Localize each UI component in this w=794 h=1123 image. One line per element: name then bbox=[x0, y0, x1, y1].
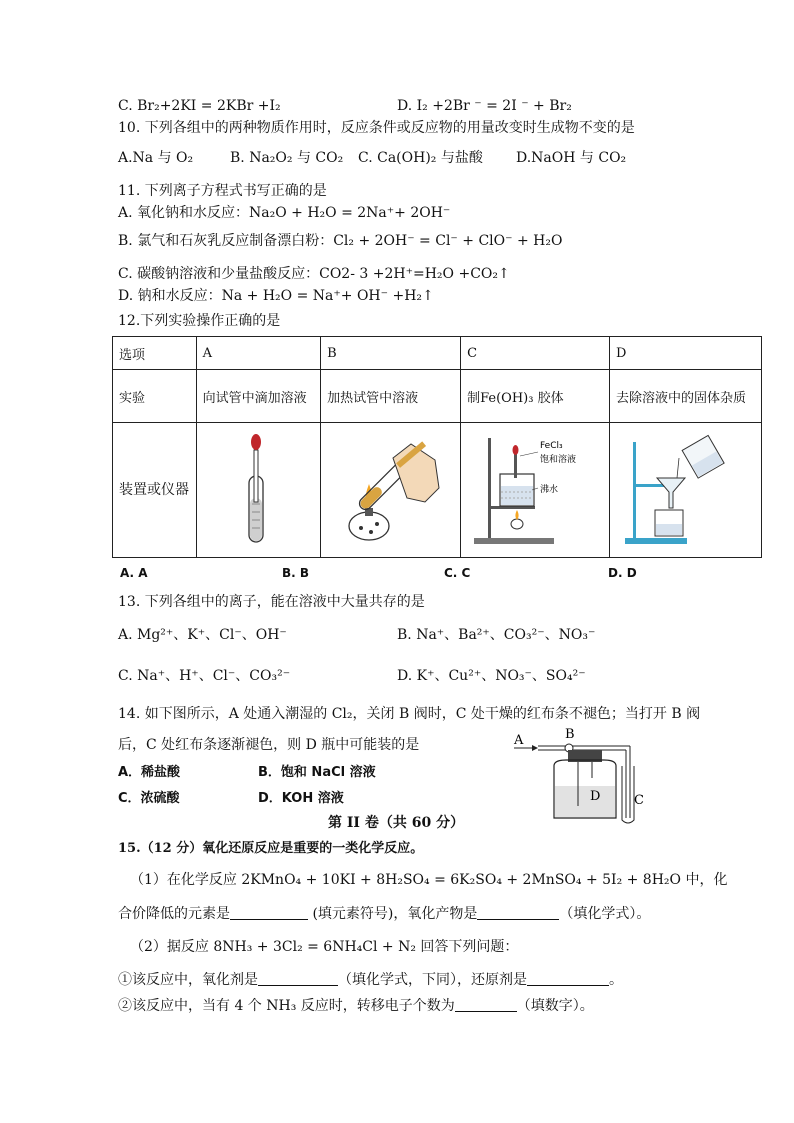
q15-part2-q2 bbox=[118, 997, 594, 1015]
section-2-heading: 第 II 卷（共 60 分） bbox=[328, 815, 465, 831]
q10-option-b: B. Na₂O₂ 与 CO₂ bbox=[230, 150, 344, 166]
q15-q1-pre: ①该反应中，氧化剂是 bbox=[118, 972, 258, 988]
q14-option-c: C．浓硫酸 bbox=[118, 791, 180, 806]
q13-option-d: D. K⁺、Cu²⁺、NO₃⁻、SO₄²⁻ bbox=[397, 668, 586, 684]
q11-option-d: D. 钠和水反应：Na + H₂O = Na⁺+ OH⁻ +H₂↑ bbox=[118, 288, 434, 304]
apparatus-c bbox=[461, 423, 610, 558]
q10-stem: 10. 下列各组中的两种物质作用时，反应条件或反应物的用量改变时生成物不变的是 bbox=[118, 120, 635, 136]
label-d: D bbox=[590, 789, 601, 804]
experiment-a: 向试管中滴加溶液 bbox=[196, 370, 321, 423]
q12-option-a: A. A bbox=[120, 566, 148, 580]
table-header-a: A bbox=[196, 337, 321, 370]
table-header-c: C bbox=[461, 337, 610, 370]
table-header-b: B bbox=[321, 337, 461, 370]
q13-stem: 13. 下列各组中的离子，能在溶液中大量共存的是 bbox=[118, 594, 425, 610]
fecl3-label: FeCl₃ bbox=[540, 441, 563, 451]
q15-part2: （2）据反应 8NH₃ + 3Cl₂ = 6NH₄Cl + N₂ 回答下列问题： bbox=[130, 939, 519, 955]
q12-option-c: C. C bbox=[444, 566, 471, 580]
answer-blank-reductant[interactable] bbox=[527, 971, 609, 986]
filtration-apparatus-icon bbox=[621, 428, 751, 548]
q14-option-d: D．KOH 溶液 bbox=[258, 791, 344, 806]
apparatus-a bbox=[196, 423, 321, 558]
experiment-b: 加热试管中溶液 bbox=[321, 370, 461, 423]
q10-option-d: D.NaOH 与 CO₂ bbox=[516, 150, 627, 166]
table-header-d: D bbox=[610, 337, 762, 370]
q15-q2-post: （填数字）。 bbox=[516, 998, 594, 1014]
q14-line1: 14. 如下图所示，A 处通入潮湿的 Cl₂，关闭 B 阀时，C 处干燥的红布条不褪色；当打开 B 阀 bbox=[118, 706, 701, 722]
q11-option-a: A. 氧化钠和水反应：Na₂O + H₂O = 2Na⁺+ 2OH⁻ bbox=[118, 205, 451, 221]
apparatus-b bbox=[321, 423, 461, 558]
answer-blank-product[interactable] bbox=[477, 905, 559, 920]
q15-part1-mid: (填元素符号)，氧化产物是 bbox=[308, 906, 478, 922]
gas-bottle-apparatus-icon bbox=[510, 726, 660, 826]
q11-stem: 11. 下列离子方程式书写正确的是 bbox=[118, 183, 327, 199]
q14-option-a: A．稀盐酸 bbox=[118, 765, 181, 780]
q15-part1-line1: （1）在化学反应 2KMnO₄ + 10KI + 8H₂SO₄ = 6K₂SO₄ + 2MnSO₄ + 5I₂ + 8H₂O 中，化 bbox=[130, 872, 728, 888]
saturated-solution-label: 饱和溶液 bbox=[540, 455, 577, 465]
label-b: B bbox=[565, 727, 575, 742]
q15-q1-mid: （填化学式，下同），还原剂是 bbox=[338, 972, 527, 988]
q15-stem: 15.（12 分）氧化还原反应是重要的一类化学反应。 bbox=[118, 841, 424, 856]
experiment-d: 去除溶液中的固体杂质 bbox=[610, 370, 762, 423]
q15-part1-pre: 合价降低的元素是 bbox=[118, 906, 230, 922]
q10-option-a: A.Na 与 O₂ bbox=[118, 150, 194, 166]
q13-option-a: A. Mg²⁺、K⁺、Cl⁻、OH⁻ bbox=[118, 627, 287, 643]
label-a: A bbox=[514, 733, 524, 748]
boiling-water-label: 沸水 bbox=[540, 485, 559, 495]
table-row-label-experiment: 实验 bbox=[113, 370, 197, 423]
apparatus-d bbox=[610, 423, 762, 558]
table-header-option: 选项 bbox=[113, 337, 197, 370]
answer-blank-electrons[interactable] bbox=[455, 997, 517, 1012]
q9-option-c: C. Br₂+2KI = 2KBr +I₂ bbox=[118, 98, 281, 114]
q11-option-c: C. 碳酸钠溶液和少量盐酸反应：CO2- 3 +2H⁺=H₂O +CO₂↑ bbox=[118, 266, 510, 282]
q15-q2-pre: ②该反应中，当有 4 个 NH₃ 反应时，转移电子个数为 bbox=[118, 998, 455, 1014]
colloid-preparation-icon bbox=[470, 428, 600, 548]
label-c: C bbox=[634, 793, 644, 808]
experiment-c: 制Fe(OH)₃ 胶体 bbox=[461, 370, 610, 423]
answer-blank-element[interactable] bbox=[230, 905, 308, 920]
q13-option-b: B. Na⁺、Ba²⁺、CO₃²⁻、NO₃⁻ bbox=[397, 627, 596, 643]
q12-table bbox=[112, 336, 762, 558]
q15-part1-line2 bbox=[118, 905, 650, 923]
q15-part2-q1 bbox=[118, 971, 623, 989]
answer-blank-oxidant[interactable] bbox=[258, 971, 338, 986]
q12-stem: 12.下列实验操作正确的是 bbox=[118, 313, 281, 329]
table-row-label-apparatus: 装置或仪器 bbox=[113, 423, 197, 558]
q12-option-b: B. B bbox=[282, 566, 310, 580]
q14-option-b: B．饱和 NaCl 溶液 bbox=[258, 765, 376, 780]
q12-option-d: D. D bbox=[608, 566, 637, 580]
heating-test-tube-icon bbox=[331, 428, 451, 548]
q15-part1-post: （填化学式）。 bbox=[559, 906, 651, 922]
q14-line2: 后，C 处红布条逐渐褪色，则 D 瓶中可能装的是 bbox=[118, 737, 420, 753]
dropper-in-test-tube-icon bbox=[228, 428, 288, 548]
q13-option-c: C. Na⁺、H⁺、Cl⁻、CO₃²⁻ bbox=[118, 668, 291, 684]
q9-option-d: D. I₂ +2Br ⁻ = 2I ⁻ + Br₂ bbox=[397, 98, 572, 114]
q11-option-b: B. 氯气和石灰乳反应制备漂白粉：Cl₂ + 2OH⁻ = Cl⁻ + ClO⁻ + H₂O bbox=[118, 233, 563, 249]
q10-option-c: C. Ca(OH)₂ 与盐酸 bbox=[358, 150, 483, 166]
q15-q1-post: 。 bbox=[609, 972, 623, 988]
